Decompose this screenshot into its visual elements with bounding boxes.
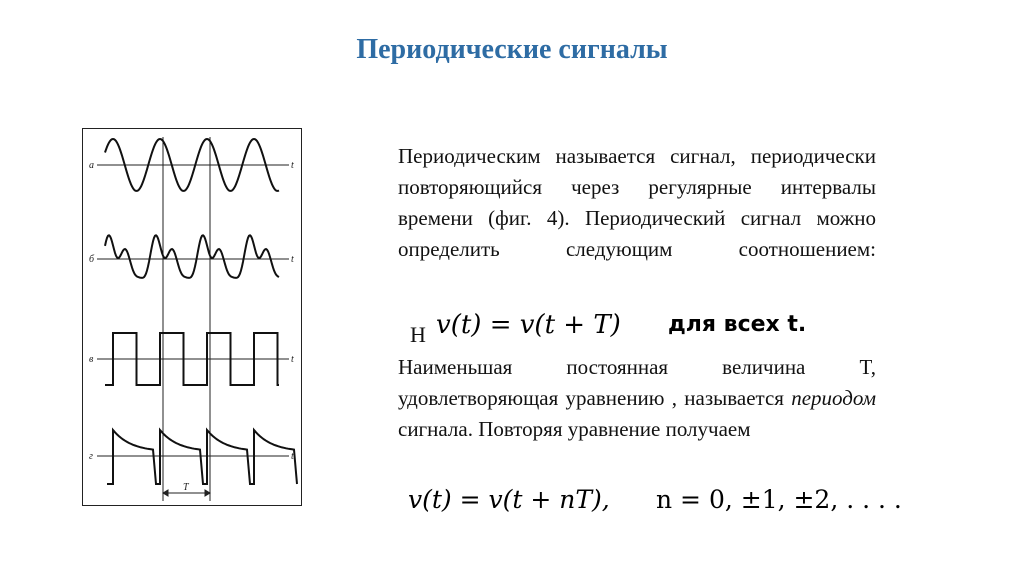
axis-t-label: t — [291, 254, 294, 265]
repeated-periodicity-formula: v(t) = v(t + nT), — [408, 485, 610, 514]
complex-wave — [105, 235, 279, 278]
period-paragraph-part-b: сигнала. Повторяя уравнение получаем — [398, 417, 751, 441]
integer-n-values: n = 0, ±1, ±2, . . . . — [656, 485, 902, 514]
axis-t-label: t — [291, 354, 294, 365]
period-paragraph-part-a: Наименьшая постоянная величина T, удовлетворяющая уравнению , называется — [398, 355, 876, 410]
row-label: г — [89, 451, 93, 462]
signals-diagram — [83, 129, 303, 507]
row-label: в — [89, 354, 94, 365]
axis-t-label: t — [291, 160, 294, 171]
row-label: а — [89, 160, 94, 171]
periodicity-formula: v(t) = v(t + T) — [436, 310, 621, 340]
slide-title: Периодические сигналы — [356, 34, 668, 65]
definition-paragraph: Периодическим называется сигнал, периодически повторяющийся через регулярные интервалы времени (фиг. 4). Периодический сигнал можно определить следующим соотношением: — [398, 144, 876, 261]
cut-letter: Н — [410, 322, 426, 347]
sawtooth-wave — [107, 430, 297, 484]
periodic-signals-figure — [82, 128, 302, 506]
period-paragraph — [398, 352, 876, 445]
periodicity-formula-condition: для всех t. — [668, 312, 807, 337]
period-term: периодом — [791, 386, 876, 410]
row-label: б — [89, 254, 95, 265]
period-label: T — [183, 482, 189, 493]
axis-t-label: t — [291, 451, 294, 462]
